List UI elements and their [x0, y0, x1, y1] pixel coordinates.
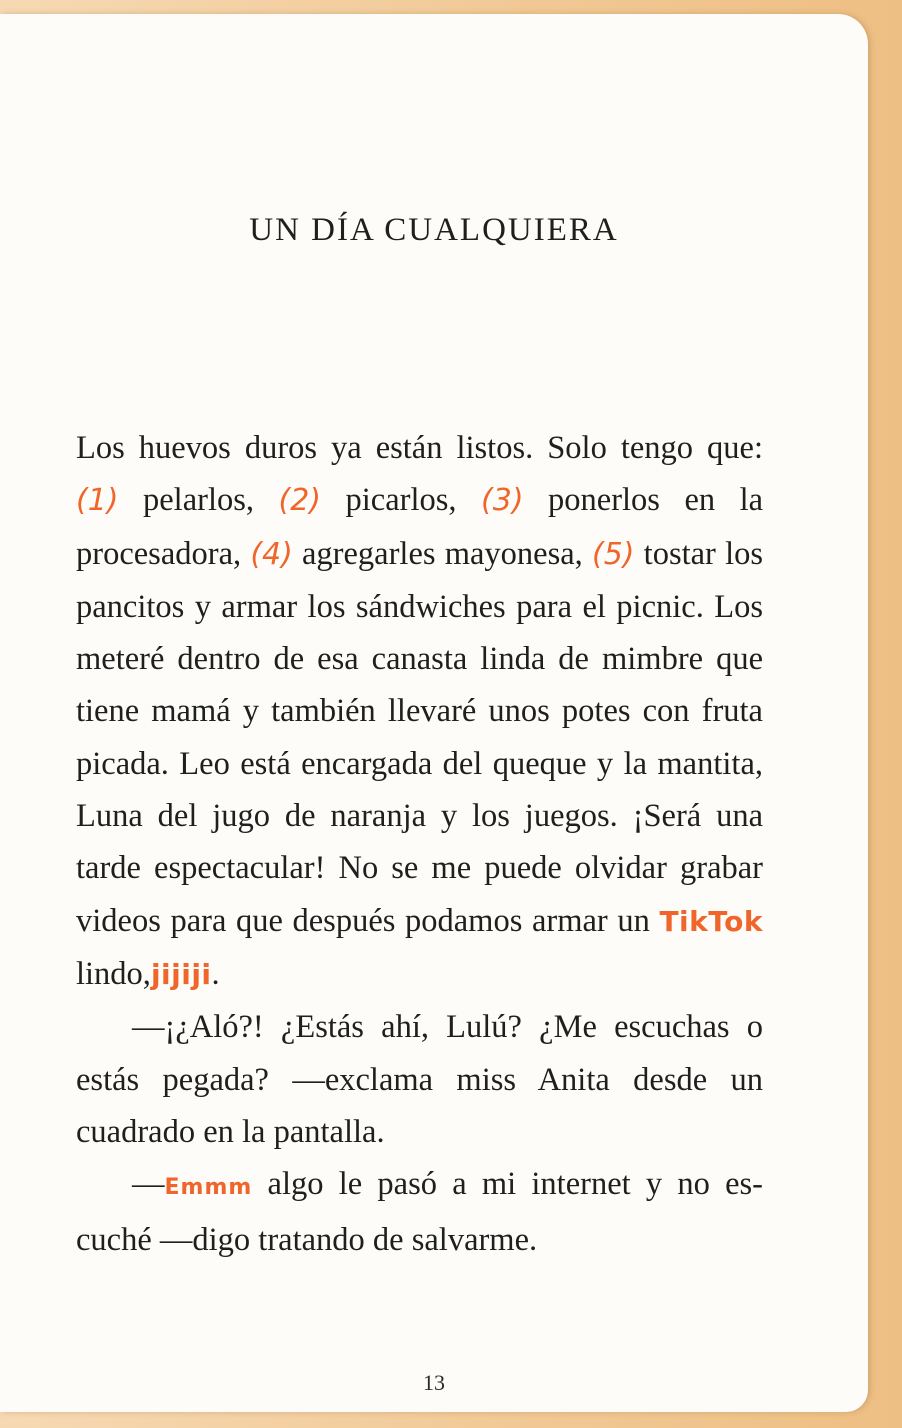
text-segment: pelarlos, — [143, 482, 255, 519]
page-number: 13 — [423, 1370, 445, 1395]
text-segment: . — [211, 955, 220, 992]
step-number-5: (5) — [591, 536, 635, 572]
step-number-3: (3) — [481, 483, 524, 519]
step-number-4: (4) — [250, 536, 293, 572]
paragraph-1 — [76, 422, 763, 1001]
dialogue-dash: — — [132, 1166, 165, 1203]
chapter-title: UN DÍA CUALQUIERA — [249, 212, 619, 248]
text-segment: agregarles mayonesa, — [302, 535, 583, 572]
text-segment: Los huevos duros ya están listos. Solo tengo que: — [76, 430, 763, 466]
step-number-2: (2) — [278, 483, 322, 519]
emmm-handwritten: Emmm — [164, 1175, 253, 1201]
text-segment: algo le pasó a mi internet y no escuché —digo tratando de salvarme. — [76, 1166, 763, 1259]
step-number-1: (1) — [76, 483, 119, 519]
jijiji-handwritten: jijiji — [150, 957, 212, 991]
paragraph-2: —¡¿Aló?! ¿Estás ahí, Lulú? ¿Me escuchas o estás pegada? —exclama miss Anita desde un cuadrado en la pantalla. — [76, 1009, 763, 1150]
text-segment: tostar los pancitos y armar los sándwiches para el picnic. Los meteré dentro de esa canasta linda de mimbre que tiene mamá y también llevaré unos potes con fruta picada. Leo está encargada del queque y la mantita, Luna del jugo de naranja y los juegos. ¡Será una tarde espectacular! No se me puede olvidar grabar videos para que después podamos armar un — [76, 535, 763, 939]
book-page — [0, 14, 868, 1412]
text-segment: ponerlos en la procesadora, — [76, 482, 764, 572]
text-segment: lindo, — [76, 955, 151, 992]
tiktok-handwritten: TikTok — [659, 904, 763, 938]
body-text — [76, 422, 763, 1267]
text-segment: picarlos, — [345, 482, 457, 519]
paragraph-3 — [76, 1158, 763, 1267]
